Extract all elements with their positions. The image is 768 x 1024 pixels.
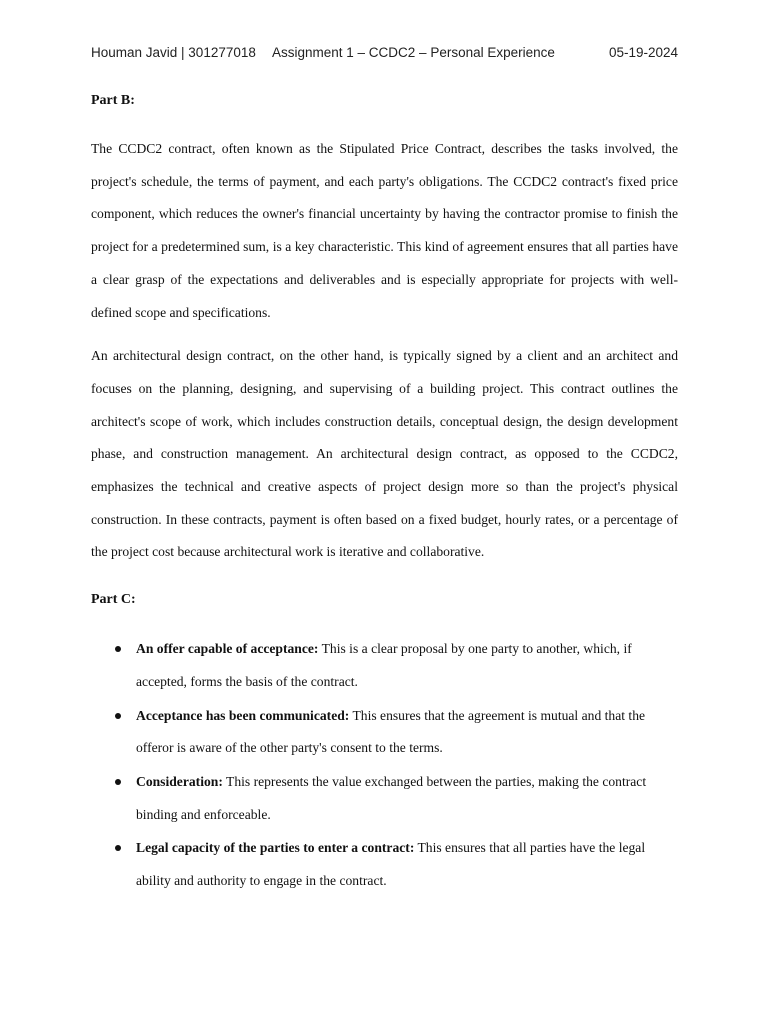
bullet-term: An offer capable of acceptance: <box>136 641 319 657</box>
part-c-bullet-list <box>91 633 678 898</box>
bullet-term: Acceptance has been communicated: <box>136 707 350 723</box>
part-b-paragraph-1: The CCDC2 contract, often known as the Stipulated Price Contract, describes the tasks involved, the project's schedule, the terms of payment, and each party's obligations. The CCDC2 contract's fixed price component, which reduces the owner's financial uncertainty by having the contractor promise to finish the project for a predetermined sum, is a key characteristic. This kind of agreement ensures that all parties have a clear grasp of the expectations and deliverables and is especially appropriate for projects with well-defined scope and specifications. <box>91 141 678 320</box>
list-item <box>91 633 678 698</box>
bullet-text: This ensures that all parties have the legal ability and authority to engage in the contract. <box>136 840 646 889</box>
bullet-icon <box>115 646 121 652</box>
header-title: Assignment 1 – CCDC2 – Personal Experience <box>272 45 555 60</box>
part-b-paragraph-2: An architectural design contract, on the other hand, is typically signed by a client and an architect and focuses on the planning, designing, and supervising of a building project. This contract outlines the architect's scope of work, which includes construction details, conceptual design, the design development phase, and construction management. An architectural design contract, as opposed to the CCDC2, emphasizes the technical and creative aspects of project design more so than the project's physical construction. In these contracts, payment is often based on a fixed budget, hourly rates, or a percentage of the project cost because architectural work is iterative and collaborative. <box>91 348 678 560</box>
page-header <box>91 45 678 65</box>
document-body <box>91 90 678 899</box>
header-date: 05-19-2024 <box>608 45 678 60</box>
bullet-term: Legal capacity of the parties to enter a contract: <box>136 840 415 856</box>
bullet-text: This is a clear proposal by one party to another, which, if accepted, forms the basis of the contract. <box>136 641 632 689</box>
bullet-term: Consideration: <box>136 773 223 789</box>
list-item <box>91 832 678 897</box>
part-b-heading: Part B: <box>91 93 135 108</box>
header-author-id: Houman Javid | 301277018 <box>91 45 256 60</box>
bullet-text: This ensures that the agreement is mutual and that the offeror is aware of the other party's consent to the terms. <box>136 707 646 756</box>
bullet-icon <box>115 845 121 851</box>
bullet-text: This represents the value exchanged between the parties, making the contract binding and enforceable. <box>136 773 647 822</box>
bullet-icon <box>115 713 121 719</box>
list-item <box>91 766 678 831</box>
part-c-heading: Part C: <box>91 592 136 608</box>
list-item <box>91 700 678 765</box>
bullet-icon <box>115 779 121 785</box>
